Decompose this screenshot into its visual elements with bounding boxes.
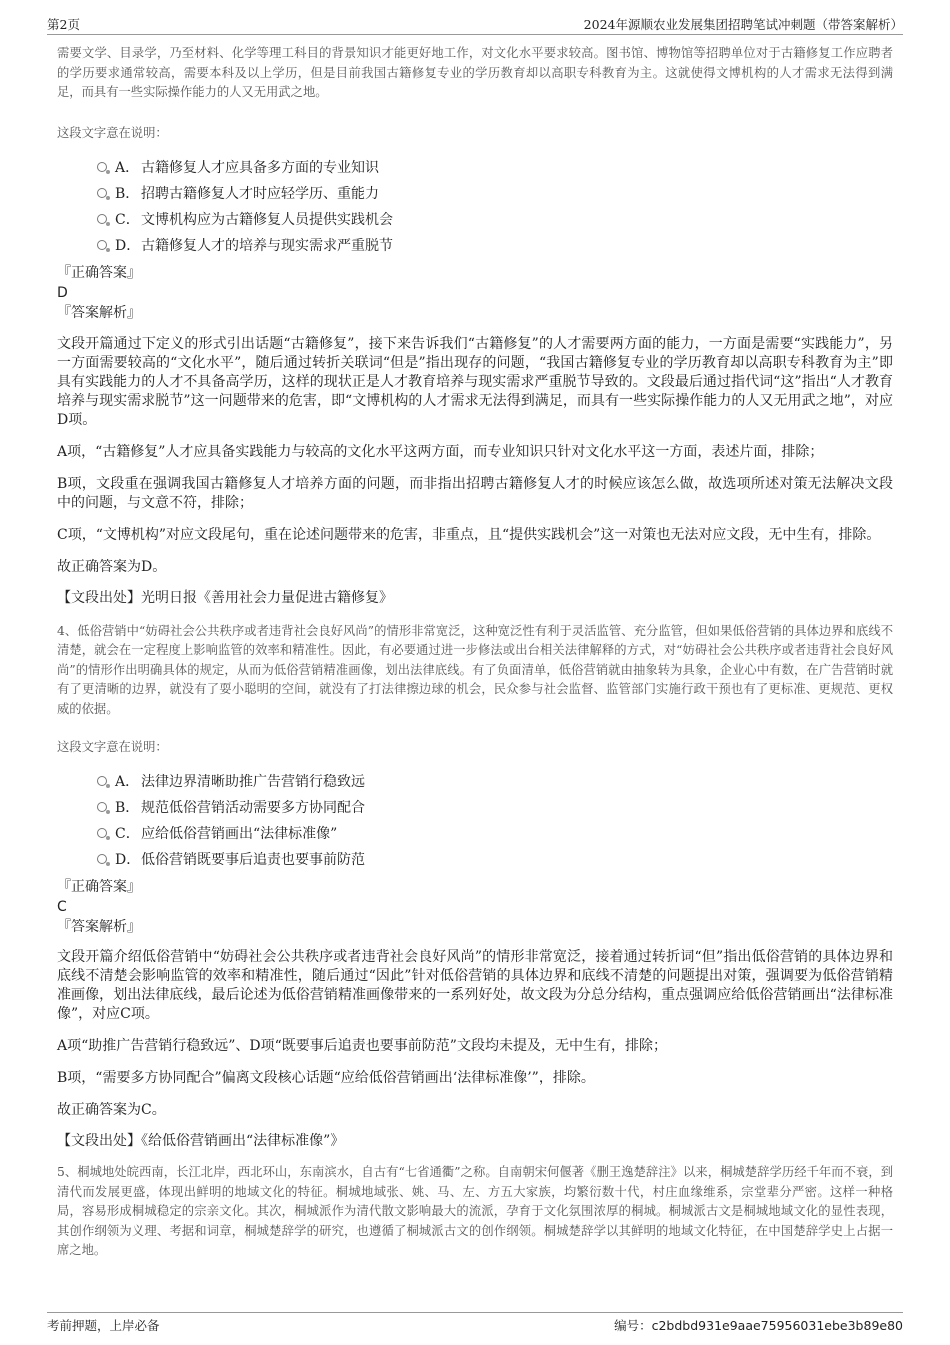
option-text: 古籍修复人才的培养与现实需求严重脱节 — [141, 237, 393, 254]
q4-analysis-tag: 『答案解析』 — [57, 919, 141, 935]
option-text: 法律边界清晰助推广告营销行稳致远 — [141, 774, 365, 790]
q4-option-b[interactable] — [57, 793, 893, 819]
option-text: 古籍修复人才应具备多方面的专业知识 — [141, 159, 379, 176]
option-letter: B． — [115, 800, 140, 816]
radio-icon[interactable] — [97, 214, 107, 224]
q4-option-a[interactable] — [57, 767, 893, 793]
page-content — [57, 38, 893, 1261]
radio-icon[interactable] — [97, 240, 107, 250]
q3-answer-tag: 『正确答案』 — [57, 264, 141, 281]
q3-answer: D — [57, 284, 68, 301]
q3-analysis-4: C项，“文博机构”对应文段尾句，重在论述问题带来的危害，非重点，且“提供实践机会”这一对策也无法对应文段，无中生有，排除。 — [57, 526, 881, 543]
page-footer — [47, 1312, 903, 1333]
q3-analysis-tag: 『答案解析』 — [57, 304, 141, 321]
q4-prompt: 这段文字意在说明： — [57, 740, 168, 754]
radio-icon[interactable] — [97, 802, 107, 812]
q3-prompt: 这段文字意在说明： — [57, 125, 168, 140]
option-text: 文博机构应为古籍修复人员提供实践机会 — [141, 211, 393, 228]
option-text: 规范低俗营销活动需要多方协同配合 — [141, 800, 365, 816]
q3-conclusion: 故正确答案为D。 — [57, 558, 167, 575]
q4-passage: 4、低俗营销中“妨碍社会公共秩序或者违背社会良好风尚”的情形非常宽泛，这种宽泛性有利于灵活监管、充分监管，但如果低俗营销的具体边界和底线不清楚，就会在一定程度上影响监管的效率和精准性。因此，有必要通过进一步修法或出台相关法律解释的方式，对“妨碍社会公共秩序或者违背社会良好风尚”的情形作出明确具体的规定，从而为低俗营销精准画像，划出法律底线。有了负面清单，低俗营销就由抽象转为具象，企业心中有数，在广告营销时就有了更清晰的边界，就没有了耍小聪明的空间，就没有了打法律擦边球的机会，民众参与社会监督、监管部门实施行政干预也有了更标准、更规范、更权威的依据。 — [57, 623, 893, 716]
option-text: 招聘古籍修复人才时应轻学历、重能力 — [141, 185, 379, 202]
footer-slogan: 考前押题，上岸必备 — [47, 1318, 160, 1333]
page-number: 第2页 — [47, 17, 80, 32]
q4-option-c[interactable] — [57, 819, 893, 845]
option-text: 低俗营销既要事后追责也要事前防范 — [141, 852, 365, 868]
radio-icon[interactable] — [97, 188, 107, 198]
option-letter: A． — [115, 774, 140, 790]
document-id — [614, 1316, 903, 1334]
document-id-value: c2bdbd931e9aae75956031ebe3b89e80 — [651, 1318, 903, 1333]
q3-analysis-1: 文段开篇通过下定义的形式引出话题“古籍修复”，接下来告诉我们“古籍修复”的人才需要两方面的能力，一方面是需要“实践能力”，另一方面需要较高的“文化水平”，随后通过转折关联词“但是”指出现存的问题，“我国古籍修复专业的学历教育却以高职专科教育为主”即具有实践能力的人才不具备高学历，这样的现状正是人才教育培养与现实需求严重脱节导致的。文段最后通过指代词“这”指出“人才教育培养与现实需求脱节”这一问题带来的危害，即“文博机构的人才需求无法得到满足，而具有一些实际操作能力的人又无用武之地”，对应D项。 — [57, 335, 893, 428]
q3-analysis-3: B项，文段重在强调我国古籍修复人才培养方面的问题，而非指出招聘古籍修复人才的时候应该怎么做，故选项所述对策无法解决文段中的问题，与文意不符，排除； — [57, 475, 893, 511]
q3-option-b[interactable] — [57, 179, 893, 205]
q3-option-d[interactable] — [57, 231, 893, 257]
q5-passage: 5、桐城地处皖西南，长江北岸，西北环山，东南滨水，自古有“七省通衢”之称。自南朝宋何偃著《删王逸楚辞注》以来，桐城楚辞学历经千年而不衰，到清代而发展更盛，体现出鲜明的地域文化的特征。桐城地域张、姚、马、左、方五大家族，均繁衍数十代，村庄血缘维系，宗堂辈分严密。这样一种格局，容易形成桐城稳定的宗亲文化。其次，桐城派作为清代散文影响最大的流派，孕育于文化氛围浓厚的桐城。桐城派古文是桐城地域文化的显性表现，其创作纲领为义理、考据和词章，桐城楚辞学的研究，也遵循了桐城派古文的创作纲领。桐城楚辞学以其鲜明的地域文化特征，在中国楚辞学史上占据一席之地。 — [57, 1165, 893, 1257]
q4-source: 【文段出处】《给低俗营销画出“法律标准像”》 — [57, 1133, 345, 1149]
q3-analysis-2: A项，“古籍修复”人才应具备实践能力与较高的文化水平这两方面，而专业知识只针对文化水平这一方面，表述片面，排除； — [57, 443, 824, 460]
page-header — [47, 12, 903, 35]
q4-options — [57, 767, 893, 871]
q3-source: 【文段出处】光明日报《善用社会力量促进古籍修复》 — [57, 589, 393, 606]
radio-icon[interactable] — [97, 162, 107, 172]
radio-icon[interactable] — [97, 828, 107, 838]
q4-answer-tag: 『正确答案』 — [57, 879, 141, 895]
document-id-label: 编号： — [614, 1318, 652, 1333]
option-text: 应给低俗营销画出“法律标准像” — [141, 826, 338, 842]
q4-option-d[interactable] — [57, 845, 893, 871]
option-letter: D． — [115, 852, 141, 868]
q3-passage: 需要文学、目录学，乃至材料、化学等理工科目的背景知识才能更好地工作，对文化水平要求较高。图书馆、博物馆等招聘单位对于古籍修复工作应聘者的学历要求通常较高，需要本科及以上学历，但是目前我国古籍修复专业的学历教育却以高职专科教育为主。这就使得文博机构的人才需求无法得到满足，而具有一些实际操作能力的人又无用武之地。 — [57, 46, 893, 99]
q4-answer: C — [57, 899, 67, 915]
q4-analysis-2: A项“助推广告营销行稳致远”、D项“既要事后追责也要事前防范”文段均未提及，无中生有，排除； — [57, 1038, 667, 1054]
option-letter: C． — [115, 211, 140, 228]
q4-conclusion: 故正确答案为C。 — [57, 1102, 166, 1118]
option-letter: B． — [115, 185, 140, 202]
radio-icon[interactable] — [97, 776, 107, 786]
q3-options — [57, 153, 893, 257]
q4-analysis-1: 文段开篇介绍低俗营销中“妨碍社会公共秩序或者违背社会良好风尚”的情形非常宽泛，接着通过转折词“但”指出低俗营销的具体边界和底线不清楚会影响监管的效率和精准性，随后通过“因此”针对低俗营销的具体边界和底线不清楚的问题提出对策，强调要为低俗营销精准画像，划出法律底线，最后论述为低俗营销精准画像带来的一系列好处，故文段为分总分结构，重点强调应给低俗营销画出“法律标准像”，对应C项。 — [57, 949, 893, 1022]
q3-option-a[interactable] — [57, 153, 893, 179]
radio-icon[interactable] — [97, 854, 107, 864]
q3-option-c[interactable] — [57, 205, 893, 231]
option-letter: D． — [115, 237, 141, 254]
document-title: 2024年源顺农业发展集团招聘笔试冲刺题（带答案解析） — [583, 17, 903, 32]
q4-analysis-3: B项，“需要多方协同配合”偏离文段核心话题“应给低俗营销画出‘法律标准像’”，排除。 — [57, 1070, 595, 1086]
option-letter: C． — [115, 826, 140, 842]
option-letter: A． — [115, 159, 140, 176]
